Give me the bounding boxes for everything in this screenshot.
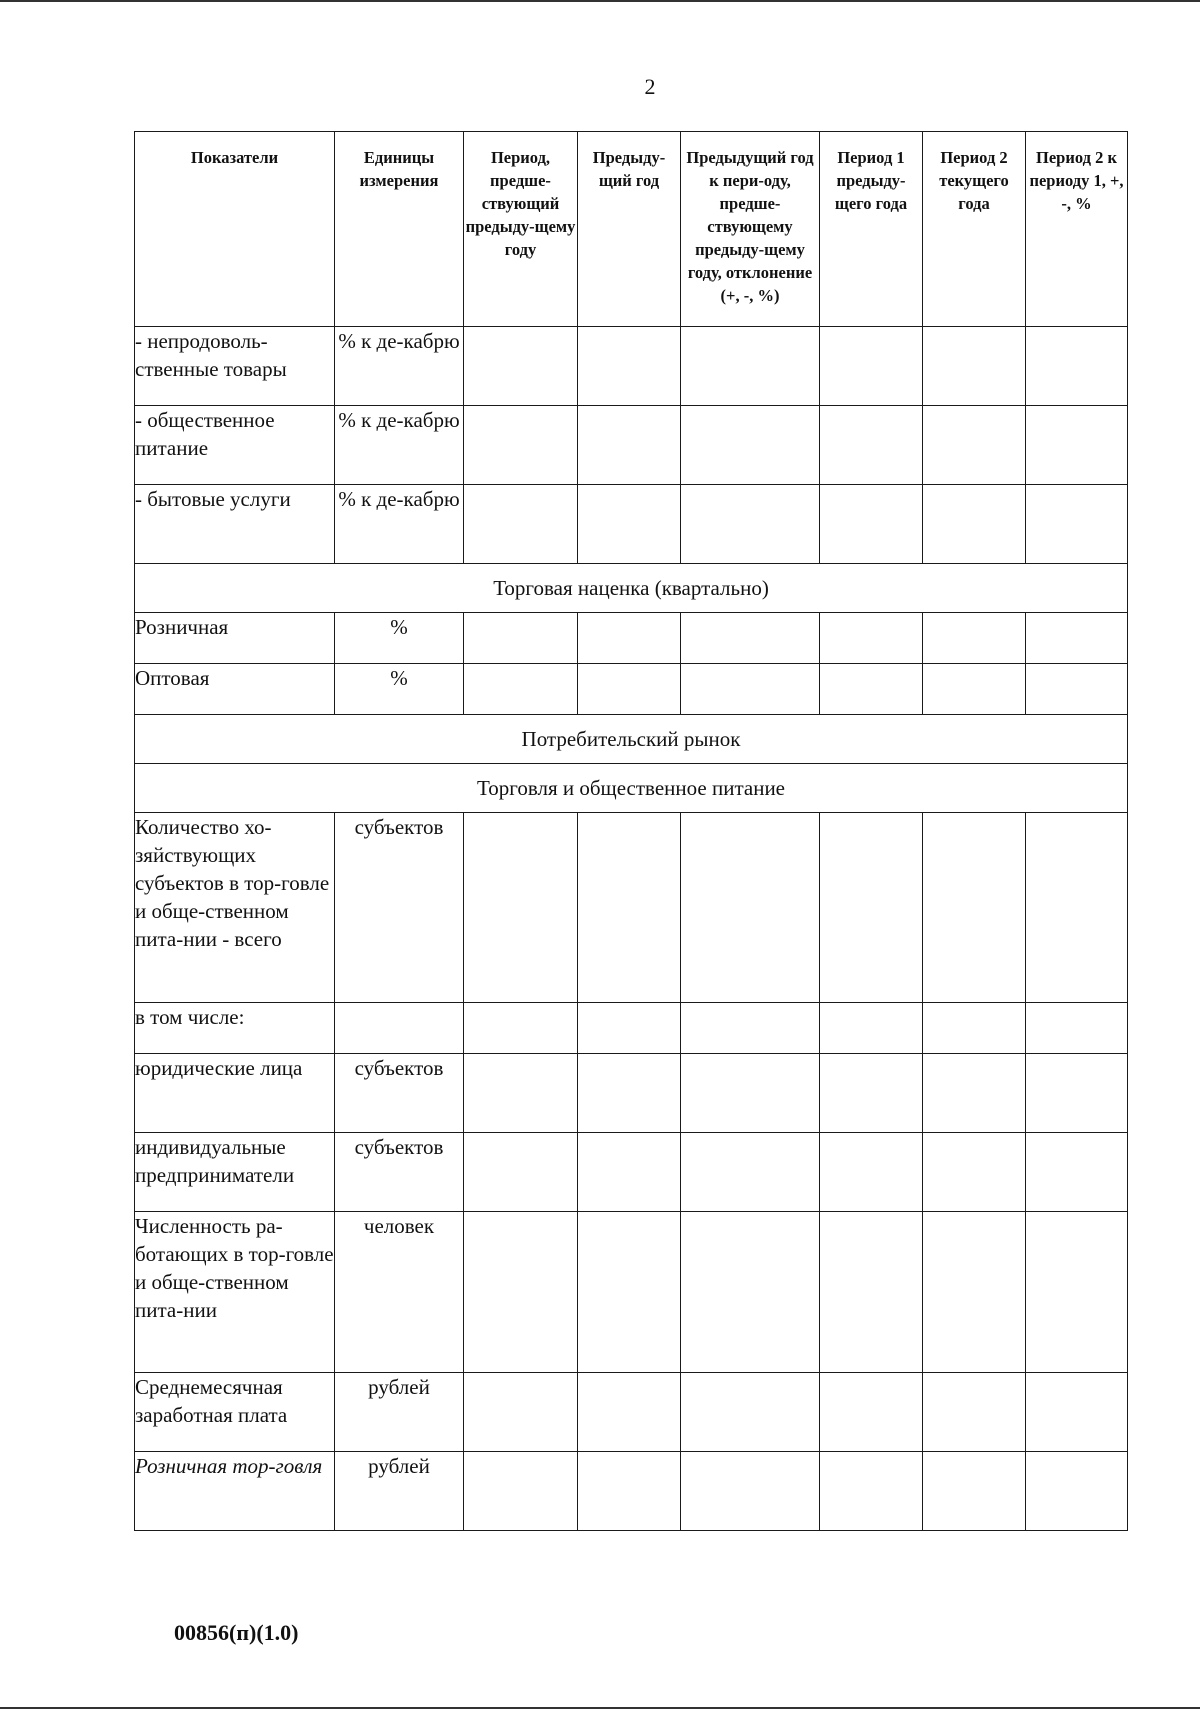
data-cell[interactable]	[464, 613, 578, 664]
section-heading-consumer-market: Потребительский рынок	[135, 715, 1128, 764]
data-cell[interactable]	[578, 1212, 681, 1373]
row-label: - непродоволь-ственные товары	[135, 327, 335, 406]
row-unit: рублей	[335, 1373, 464, 1452]
data-cell[interactable]	[464, 327, 578, 406]
row-label: - бытовые услуги	[135, 485, 335, 564]
row-unit: субъектов	[335, 813, 464, 1003]
data-cell[interactable]	[578, 1054, 681, 1133]
header-previous-year: Предыду-щий год	[578, 132, 681, 327]
data-cell[interactable]	[578, 327, 681, 406]
data-cell[interactable]	[578, 406, 681, 485]
table-row	[135, 406, 1128, 485]
header-period2-vs-period1: Период 2 к периоду 1, +, -, %	[1026, 132, 1128, 327]
data-cell[interactable]	[923, 1373, 1026, 1452]
row-label: Среднемесячная заработная плата	[135, 1373, 335, 1452]
row-unit: человек	[335, 1212, 464, 1373]
table-row	[135, 613, 1128, 664]
data-cell[interactable]	[578, 1373, 681, 1452]
data-cell[interactable]	[820, 813, 923, 1003]
data-cell[interactable]	[1026, 406, 1128, 485]
table-row	[135, 485, 1128, 564]
row-label: Численность ра-ботающих в тор-говле и обще-ственном пита-нии	[135, 1212, 335, 1373]
table-row	[135, 1452, 1128, 1531]
row-unit: % к де-кабрю	[335, 485, 464, 564]
data-cell[interactable]	[1026, 613, 1128, 664]
header-indicators: Показатели	[135, 132, 335, 327]
section-heading-trade-catering: Торговля и общественное питание	[135, 764, 1128, 813]
row-label: - общественное питание	[135, 406, 335, 485]
data-cell[interactable]	[681, 813, 820, 1003]
data-cell[interactable]	[681, 613, 820, 664]
table-row	[135, 1133, 1128, 1212]
data-cell[interactable]	[681, 1212, 820, 1373]
header-previous-year-deviation: Предыдущий год к пери-оду, предше-ствующему предыду-щему году, отклонение (+, -, %)	[681, 132, 820, 327]
data-cell[interactable]	[578, 1133, 681, 1212]
data-cell[interactable]	[923, 1212, 1026, 1373]
data-cell[interactable]	[681, 1373, 820, 1452]
section-row	[135, 764, 1128, 813]
data-cell[interactable]	[820, 1003, 923, 1054]
row-unit: рублей	[335, 1452, 464, 1531]
data-cell[interactable]	[681, 664, 820, 715]
data-cell[interactable]	[578, 1452, 681, 1531]
data-cell[interactable]	[923, 1054, 1026, 1133]
row-unit: субъектов	[335, 1133, 464, 1212]
row-label: в том числе:	[135, 1003, 335, 1054]
data-cell[interactable]	[1026, 1373, 1128, 1452]
data-cell[interactable]	[464, 1054, 578, 1133]
row-unit: % к де-кабрю	[335, 327, 464, 406]
data-cell[interactable]	[923, 327, 1026, 406]
row-label: Розничная	[135, 613, 335, 664]
header-period1-previous-year: Период 1 предыду-щего года	[820, 132, 923, 327]
header-units: Единицы измерения	[335, 132, 464, 327]
header-period2-current-year: Период 2 текущего года	[923, 132, 1026, 327]
data-cell[interactable]	[923, 664, 1026, 715]
top-edge-line	[0, 0, 1200, 2]
row-label: Количество хо-зяйствующих субъектов в тор-говле и обще-ственном пита-нии - всего	[135, 813, 335, 1003]
data-cell[interactable]	[464, 1212, 578, 1373]
table-row	[135, 1373, 1128, 1452]
data-cell[interactable]	[923, 1133, 1026, 1212]
table-row	[135, 1212, 1128, 1373]
data-cell[interactable]	[1026, 485, 1128, 564]
table-row	[135, 1054, 1128, 1133]
data-cell[interactable]	[1026, 1452, 1128, 1531]
data-cell[interactable]	[464, 1133, 578, 1212]
data-cell[interactable]	[578, 813, 681, 1003]
data-cell[interactable]	[1026, 1003, 1128, 1054]
data-cell[interactable]	[923, 1452, 1026, 1531]
data-cell[interactable]	[681, 327, 820, 406]
table-row	[135, 1003, 1128, 1054]
data-cell[interactable]	[820, 1452, 923, 1531]
header-period-before-previous-year: Период, предше-ствующий предыду-щему году	[464, 132, 578, 327]
data-cell[interactable]	[923, 485, 1026, 564]
document-code: 00856(п)(1.0)	[174, 1620, 299, 1645]
data-cell[interactable]	[923, 813, 1026, 1003]
data-cell[interactable]	[681, 1133, 820, 1212]
data-cell[interactable]	[578, 613, 681, 664]
data-cell[interactable]	[820, 485, 923, 564]
data-cell[interactable]	[820, 613, 923, 664]
table-row	[135, 664, 1128, 715]
row-unit: % к де-кабрю	[335, 406, 464, 485]
data-cell[interactable]	[464, 1003, 578, 1054]
data-cell[interactable]	[923, 406, 1026, 485]
bottom-edge-line	[0, 1707, 1200, 1709]
data-cell[interactable]	[681, 1452, 820, 1531]
data-cell[interactable]	[820, 1373, 923, 1452]
data-cell[interactable]	[464, 1373, 578, 1452]
data-cell[interactable]	[820, 1054, 923, 1133]
row-unit: субъектов	[335, 1054, 464, 1133]
data-cell[interactable]	[681, 485, 820, 564]
data-cell[interactable]	[578, 664, 681, 715]
data-cell[interactable]	[578, 485, 681, 564]
data-cell[interactable]	[464, 485, 578, 564]
table-row	[135, 327, 1128, 406]
data-cell[interactable]	[923, 1003, 1026, 1054]
row-label: Оптовая	[135, 664, 335, 715]
data-cell[interactable]	[464, 406, 578, 485]
data-cell[interactable]	[578, 1003, 681, 1054]
data-cell[interactable]	[923, 613, 1026, 664]
row-label: индивидуальные предприниматели	[135, 1133, 335, 1212]
indicators-table	[134, 131, 1128, 1531]
data-cell[interactable]	[464, 1452, 578, 1531]
data-cell[interactable]	[1026, 1212, 1128, 1373]
row-unit: %	[335, 613, 464, 664]
section-row	[135, 564, 1128, 613]
data-cell[interactable]	[1026, 813, 1128, 1003]
data-cell[interactable]	[1026, 664, 1128, 715]
row-label: юридические лица	[135, 1054, 335, 1133]
data-cell[interactable]	[464, 813, 578, 1003]
row-label: Розничная тор-говля	[135, 1452, 335, 1531]
section-row	[135, 715, 1128, 764]
row-unit: %	[335, 664, 464, 715]
table-row	[135, 813, 1128, 1003]
data-cell[interactable]	[820, 1212, 923, 1373]
data-cell[interactable]	[820, 1133, 923, 1212]
data-cell[interactable]	[681, 406, 820, 485]
data-cell[interactable]	[464, 664, 578, 715]
data-cell[interactable]	[820, 664, 923, 715]
data-cell[interactable]	[820, 327, 923, 406]
page-number: 2	[644, 74, 656, 99]
data-cell[interactable]	[820, 406, 923, 485]
row-unit	[335, 1003, 464, 1054]
data-cell[interactable]	[681, 1054, 820, 1133]
data-cell[interactable]	[1026, 327, 1128, 406]
table-header-row	[135, 132, 1128, 327]
data-cell[interactable]	[1026, 1054, 1128, 1133]
data-cell[interactable]	[1026, 1133, 1128, 1212]
data-cell[interactable]	[681, 1003, 820, 1054]
section-heading-trade-markup: Торговая наценка (квартально)	[135, 564, 1128, 613]
